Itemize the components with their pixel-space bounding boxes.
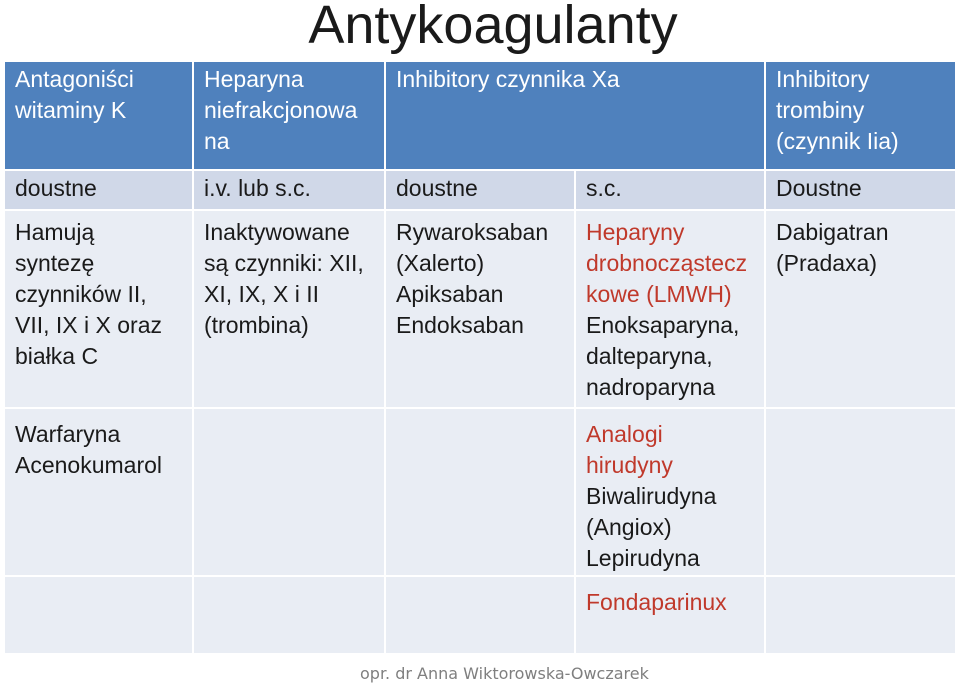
text-line: (trombina) — [204, 312, 309, 338]
empty-cell — [194, 409, 384, 575]
route-cell: doustne — [386, 171, 574, 209]
mechanism-vka — [5, 211, 192, 407]
text-line: Enoksaparyna, — [586, 312, 740, 338]
text-line: Biwalirudyna — [586, 483, 717, 509]
page-title: Antykoagulanty — [308, 0, 678, 55]
highlight-line: kowe (LMWH) — [586, 281, 732, 307]
route-cell: i.v. lub s.c. — [194, 171, 384, 209]
header-line: trombiny — [776, 97, 865, 123]
route-cell: doustne — [5, 171, 192, 209]
header-unfractionated-heparin — [194, 62, 384, 169]
empty-cell — [194, 577, 384, 653]
header-line: (czynnik Iia) — [776, 128, 899, 154]
text-line: Rywaroksaban — [396, 219, 549, 245]
empty-cell — [5, 577, 192, 653]
header-line: Inhibitory czynnika Xa — [396, 66, 620, 92]
fondaparinux-cell — [576, 577, 764, 653]
text-line: dalteparyna, — [586, 343, 713, 369]
header-thrombin-inhibitors — [766, 62, 955, 169]
empty-cell — [766, 409, 955, 575]
mechanism-heparin — [194, 211, 384, 407]
highlight-line: hirudyny — [586, 452, 673, 478]
text-line: Hamują — [15, 219, 95, 245]
text-line: są czynniki: XII, — [204, 250, 364, 276]
empty-cell — [386, 409, 574, 575]
text-line: Inaktywowane — [204, 219, 350, 245]
header-line: Inhibitory — [776, 66, 870, 92]
text-line: czynników II, — [15, 281, 147, 307]
header-factor-xa-inhibitors — [386, 62, 764, 169]
text-line: (Xalerto) — [396, 250, 485, 276]
empty-cell — [386, 577, 574, 653]
header-line: Antagoniści — [15, 66, 134, 92]
text-line: syntezę — [15, 250, 95, 276]
text-line: (Pradaxa) — [776, 250, 877, 276]
highlight-line: Analogi — [586, 421, 663, 447]
text-line: Warfaryna — [15, 421, 121, 447]
text-line: (Angiox) — [586, 514, 672, 540]
vka-drugs — [5, 409, 192, 575]
header-vitamin-k-antagonists — [5, 62, 192, 169]
text-line: Lepirudyna — [586, 545, 700, 571]
text-line: Endoksaban — [396, 312, 524, 338]
lmwh-drugs — [576, 211, 764, 407]
author-footer: opr. dr Anna Wiktorowska-Owczarek — [360, 664, 649, 683]
header-line: na — [204, 128, 230, 154]
text-line: XI, IX, X i II — [204, 281, 320, 307]
text-line: nadroparyna — [586, 374, 716, 400]
route-cell: Doustne — [766, 171, 955, 209]
empty-cell — [766, 577, 955, 653]
route-cell: s.c. — [576, 171, 764, 209]
text-line: Apiksaban — [396, 281, 504, 307]
highlight-line: Heparyny — [586, 219, 685, 245]
text-line: Acenokumarol — [15, 452, 163, 478]
thrombin-inhibitor-drugs — [766, 211, 955, 407]
header-line: Heparyna — [204, 66, 304, 92]
hirudin-analogs — [576, 409, 764, 575]
text-line: białka C — [15, 343, 99, 369]
text-line: Dabigatran — [776, 219, 889, 245]
header-line: witaminy K — [15, 97, 127, 123]
highlight-line: Fondaparinux — [586, 589, 727, 615]
highlight-line: drobnocząstecz — [586, 250, 748, 276]
header-line: niefrakcjonowa — [204, 97, 358, 123]
oral-xa-drugs — [386, 211, 574, 407]
text-line: VII, IX i X oraz — [15, 312, 162, 338]
